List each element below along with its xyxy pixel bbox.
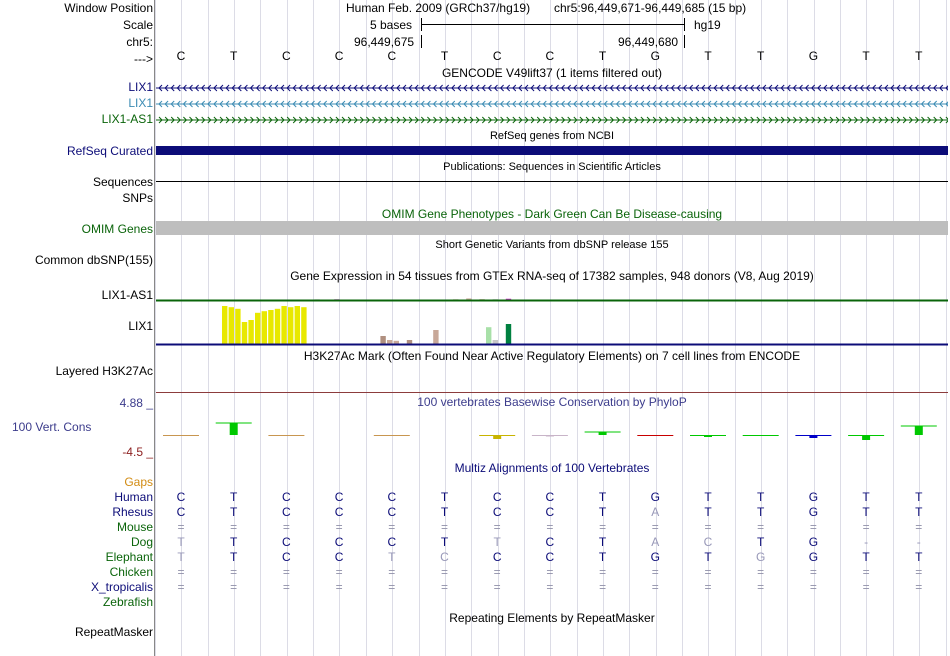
repeatmasker-track-label[interactable]: RepeatMasker bbox=[74, 625, 153, 639]
multiz-base: A bbox=[651, 535, 660, 549]
multiz-base: - bbox=[916, 535, 921, 549]
base-letter: G bbox=[808, 49, 819, 63]
multiz-base: C bbox=[492, 550, 502, 564]
window-position-label: Window Position bbox=[64, 1, 153, 15]
scale-text: 5 bases bbox=[370, 18, 413, 32]
multiz-base: T bbox=[177, 550, 185, 564]
base-letter: T bbox=[704, 49, 712, 63]
multiz-base: = bbox=[493, 565, 501, 579]
base-letter: T bbox=[598, 49, 607, 63]
multiz-base: C bbox=[334, 535, 344, 549]
multiz-base: = bbox=[335, 580, 343, 594]
gtex-tissue-bar[interactable] bbox=[493, 340, 498, 344]
multiz-base: T bbox=[915, 505, 923, 519]
multiz-base: C bbox=[282, 490, 291, 504]
multiz-base: = bbox=[651, 580, 659, 594]
multiz-base: = bbox=[599, 520, 607, 534]
multiz-base: T bbox=[704, 490, 712, 504]
multiz-base: C bbox=[387, 535, 397, 549]
gtex-tissue-bar[interactable] bbox=[387, 340, 392, 344]
multiz-base: T bbox=[862, 550, 870, 564]
gencode-gene-arrows[interactable] bbox=[156, 80, 948, 128]
multiz-base: C bbox=[282, 505, 291, 519]
multiz-base: = bbox=[177, 520, 185, 534]
refseq-gene-block[interactable] bbox=[156, 146, 948, 155]
multiz-base: = bbox=[230, 565, 238, 579]
publications-track-label[interactable]: Sequences bbox=[92, 175, 153, 189]
base-letter: T bbox=[440, 49, 449, 63]
multiz-base: C bbox=[545, 490, 555, 504]
multiz-base: = bbox=[915, 580, 923, 594]
base-letter: C bbox=[492, 49, 502, 63]
multiz-base: G bbox=[650, 490, 660, 504]
multiz-base: C bbox=[387, 490, 397, 504]
gtex-tissue-bar[interactable] bbox=[262, 311, 267, 344]
gencode-title[interactable]: GENCODE V49lift37 (1 items filtered out) bbox=[441, 66, 663, 80]
gtex-tissue-bar[interactable] bbox=[506, 324, 511, 344]
coord-right-tick bbox=[684, 35, 685, 48]
multiz-base: C bbox=[282, 550, 291, 564]
multiz-base: = bbox=[651, 565, 659, 579]
multiz-base: = bbox=[757, 520, 765, 534]
multiz-base: = bbox=[282, 580, 290, 594]
gtex-tissue-bar[interactable] bbox=[255, 313, 260, 344]
base-letter: T bbox=[230, 49, 238, 63]
multiz-base: = bbox=[862, 520, 870, 534]
scale-bar-right-tick bbox=[684, 18, 685, 31]
gtex-tissue-bar[interactable] bbox=[295, 306, 300, 344]
multiz-base: T bbox=[598, 505, 607, 519]
multiz-base: = bbox=[230, 520, 238, 534]
snps-track-label[interactable]: SNPs bbox=[122, 191, 153, 205]
omim-track-label[interactable]: OMIM Genes bbox=[81, 222, 153, 236]
gtex-title[interactable]: Gene Expression in 54 tissues from GTEx RNA-seq of 17382 samples, 948 donors (V8, Aug 2019) bbox=[290, 269, 814, 283]
multiz-base: T bbox=[598, 535, 607, 549]
multiz-species-label[interactable]: Rhesus bbox=[112, 505, 153, 519]
multiz-base: = bbox=[335, 565, 343, 579]
multiz-species-label[interactable]: X_tropicalis bbox=[90, 580, 153, 594]
multiz-base: = bbox=[282, 565, 290, 579]
multiz-gaps-label: Gaps bbox=[124, 475, 153, 489]
multiz-species-label[interactable]: Zebrafish bbox=[102, 595, 153, 609]
base-letter: C bbox=[282, 49, 291, 63]
multiz-base: = bbox=[282, 520, 290, 534]
base-letter: G bbox=[650, 49, 660, 63]
h3k27ac-title[interactable]: H3K27Ac Mark (Often Found Near Active Regulatory Elements) on 7 cell lines from ENCODE bbox=[303, 349, 801, 363]
multiz-base: = bbox=[177, 565, 185, 579]
gencode-track-label-1[interactable]: LIX1 bbox=[128, 80, 153, 94]
multiz-base: = bbox=[440, 580, 448, 594]
gtex-tissue-bar[interactable] bbox=[222, 306, 227, 344]
multiz-species-label[interactable]: Mouse bbox=[116, 520, 153, 534]
gtex-tissue-bar[interactable] bbox=[301, 307, 306, 344]
multiz-species-label[interactable]: Elephant bbox=[105, 550, 153, 564]
multiz-base: C bbox=[545, 550, 555, 564]
multiz-base: = bbox=[809, 580, 817, 594]
multiz-base: T bbox=[862, 490, 870, 504]
multiz-base: = bbox=[493, 580, 501, 594]
multiz-species-label[interactable]: Chicken bbox=[109, 565, 153, 579]
multiz-base: T bbox=[862, 505, 870, 519]
multiz-base: T bbox=[757, 490, 765, 504]
multiz-base: T bbox=[440, 490, 449, 504]
omim-gene-block[interactable] bbox=[156, 221, 948, 235]
multiz-base: = bbox=[440, 520, 448, 534]
multiz-base: = bbox=[599, 580, 607, 594]
multiz-base: C bbox=[545, 535, 555, 549]
chrom-label: chr5: bbox=[126, 35, 153, 49]
multiz-base: C bbox=[440, 550, 449, 564]
refseq-title[interactable]: RefSeq genes from NCBI bbox=[489, 130, 615, 142]
base-letter: T bbox=[757, 49, 765, 63]
phylop-title[interactable]: 100 vertebrates Basewise Conservation by PhyloP bbox=[417, 395, 687, 409]
multiz-base: = bbox=[440, 565, 448, 579]
gtex-tissue-bar[interactable] bbox=[275, 309, 280, 344]
multiz-base: T bbox=[704, 505, 712, 519]
dbsnp-title[interactable]: Short Genetic Variants from dbSNP release 155 bbox=[435, 239, 669, 251]
multiz-base: A bbox=[651, 505, 660, 519]
omim-title[interactable]: OMIM Gene Phenotypes - Dark Green Can Be Disease-causing bbox=[381, 207, 723, 221]
base-letter: C bbox=[334, 49, 344, 63]
multiz-base: = bbox=[546, 580, 554, 594]
multiz-base: T bbox=[230, 550, 238, 564]
multiz-base: T bbox=[598, 550, 607, 564]
publications-line[interactable] bbox=[156, 181, 948, 182]
gtex-tissue-bar[interactable] bbox=[407, 340, 412, 344]
scale-db: hg19 bbox=[694, 18, 721, 32]
phylop-score-bar[interactable] bbox=[915, 426, 923, 435]
multiz-base: G bbox=[808, 505, 819, 519]
multiz-base: T bbox=[704, 550, 712, 564]
multiz-base: = bbox=[862, 580, 870, 594]
multiz-base: T bbox=[230, 535, 238, 549]
position-text: chr5:96,449,671-96,449,685 (15 bp) bbox=[554, 1, 747, 15]
refseq-track-label[interactable]: RefSeq Curated bbox=[66, 144, 153, 158]
publications-title[interactable]: Publications: Sequences in Scientific Articles bbox=[443, 161, 661, 173]
multiz-base: = bbox=[388, 580, 396, 594]
gtex-tissue-bar[interactable] bbox=[242, 322, 247, 344]
label-divider bbox=[154, 0, 155, 656]
h3k27ac-baseline bbox=[156, 392, 948, 393]
multiz-base: C bbox=[334, 550, 344, 564]
multiz-base: = bbox=[757, 565, 765, 579]
multiz-base: = bbox=[546, 520, 554, 534]
multiz-base: C bbox=[387, 505, 397, 519]
repeatmasker-title[interactable]: Repeating Elements by RepeatMasker bbox=[449, 611, 655, 625]
multiz-base: T bbox=[230, 490, 238, 504]
multiz-base: = bbox=[915, 520, 923, 534]
scale-bar-left-tick bbox=[421, 18, 422, 31]
scale-label: Scale bbox=[122, 18, 153, 32]
gtex-tissue-bar[interactable] bbox=[268, 310, 273, 344]
multiz-base: = bbox=[388, 520, 396, 534]
multiz-base: = bbox=[177, 580, 185, 594]
multiz-base: C bbox=[176, 505, 186, 519]
coord-left-tick bbox=[421, 35, 422, 48]
multiz-base: = bbox=[704, 520, 712, 534]
gtex-row-label-2[interactable]: LIX1 bbox=[128, 319, 153, 333]
gencode-track-label-3[interactable]: LIX1-AS1 bbox=[101, 112, 153, 126]
multiz-base: T bbox=[230, 505, 238, 519]
gtex-tissue-bar[interactable] bbox=[229, 307, 234, 344]
gencode-track-label-2[interactable]: LIX1 bbox=[128, 96, 153, 110]
gtex-bar-chart[interactable] bbox=[156, 284, 948, 346]
gtex-tissue-bar[interactable] bbox=[486, 327, 491, 344]
gtex-tissue-bar[interactable] bbox=[433, 330, 438, 344]
coord-right: 96,449,680 bbox=[618, 35, 679, 49]
multiz-title[interactable]: Multiz Alignments of 100 Vertebrates bbox=[454, 461, 650, 475]
multiz-species-label[interactable]: Dog bbox=[130, 535, 153, 549]
multiz-base: T bbox=[177, 535, 185, 549]
multiz-base: = bbox=[388, 565, 396, 579]
assembly-text: Human Feb. 2009 (GRCh37/hg19) bbox=[346, 1, 531, 15]
multiz-base: C bbox=[334, 490, 344, 504]
multiz-species-label[interactable]: Human bbox=[114, 490, 153, 504]
multiz-base: = bbox=[493, 520, 501, 534]
gtex-row-label-1[interactable]: LIX1-AS1 bbox=[101, 288, 153, 302]
coord-left: 96,449,675 bbox=[354, 35, 415, 49]
multiz-base: T bbox=[440, 505, 449, 519]
multiz-base: G bbox=[808, 550, 819, 564]
base-letter: C bbox=[176, 49, 186, 63]
multiz-base: = bbox=[809, 520, 817, 534]
multiz-base: C bbox=[492, 505, 502, 519]
strand-label: ---> bbox=[134, 52, 153, 66]
multiz-base: = bbox=[546, 565, 554, 579]
gtex-tissue-bar[interactable] bbox=[380, 336, 385, 344]
gtex-tissue-bar[interactable] bbox=[248, 320, 253, 344]
multiz-base: C bbox=[282, 535, 291, 549]
multiz-base: C bbox=[492, 490, 502, 504]
multiz-base: = bbox=[757, 580, 765, 594]
multiz-base: C bbox=[176, 490, 186, 504]
phylop-plot[interactable] bbox=[156, 410, 948, 450]
multiz-base: = bbox=[704, 580, 712, 594]
multiz-base: = bbox=[230, 580, 238, 594]
phylop-score-bar[interactable] bbox=[230, 423, 238, 435]
multiz-base: = bbox=[335, 520, 343, 534]
multiz-base: C bbox=[334, 505, 344, 519]
multiz-base: = bbox=[809, 565, 817, 579]
gtex-tissue-bar[interactable] bbox=[235, 309, 240, 344]
scale-bar bbox=[421, 24, 684, 25]
multiz-base: = bbox=[651, 520, 659, 534]
base-letter: C bbox=[387, 49, 397, 63]
multiz-base: G bbox=[808, 490, 819, 504]
multiz-base: T bbox=[915, 490, 923, 504]
base-letter: T bbox=[915, 49, 923, 63]
base-letter: T bbox=[862, 49, 870, 63]
multiz-base: T bbox=[757, 535, 765, 549]
h3k27ac-track-label[interactable]: Layered H3K27Ac bbox=[55, 364, 153, 378]
multiz-base: T bbox=[440, 535, 449, 549]
multiz-base: = bbox=[915, 565, 923, 579]
multiz-base: = bbox=[599, 565, 607, 579]
multiz-base: C bbox=[545, 505, 555, 519]
multiz-base: C bbox=[703, 535, 713, 549]
multiz-base: = bbox=[862, 565, 870, 579]
base-letter: C bbox=[545, 49, 555, 63]
gtex-tissue-bar[interactable] bbox=[288, 307, 293, 344]
phylop-track-label[interactable]: 100 Vert. Cons bbox=[12, 420, 92, 434]
multiz-base: T bbox=[493, 535, 501, 549]
multiz-base: T bbox=[757, 505, 765, 519]
multiz-base: - bbox=[864, 535, 869, 549]
multiz-base: T bbox=[915, 550, 923, 564]
phylop-max-label: 4.88 _ bbox=[119, 396, 153, 410]
dbsnp-track-label[interactable]: Common dbSNP(155) bbox=[34, 253, 153, 267]
multiz-base: G bbox=[808, 535, 819, 549]
multiz-base: T bbox=[388, 550, 396, 564]
multiz-base: = bbox=[704, 565, 712, 579]
gtex-tissue-bar[interactable] bbox=[281, 306, 286, 344]
multiz-base: G bbox=[756, 550, 766, 564]
phylop-min-label: -4.5 _ bbox=[122, 445, 153, 459]
multiz-base: T bbox=[598, 490, 607, 504]
multiz-base: G bbox=[650, 550, 660, 564]
